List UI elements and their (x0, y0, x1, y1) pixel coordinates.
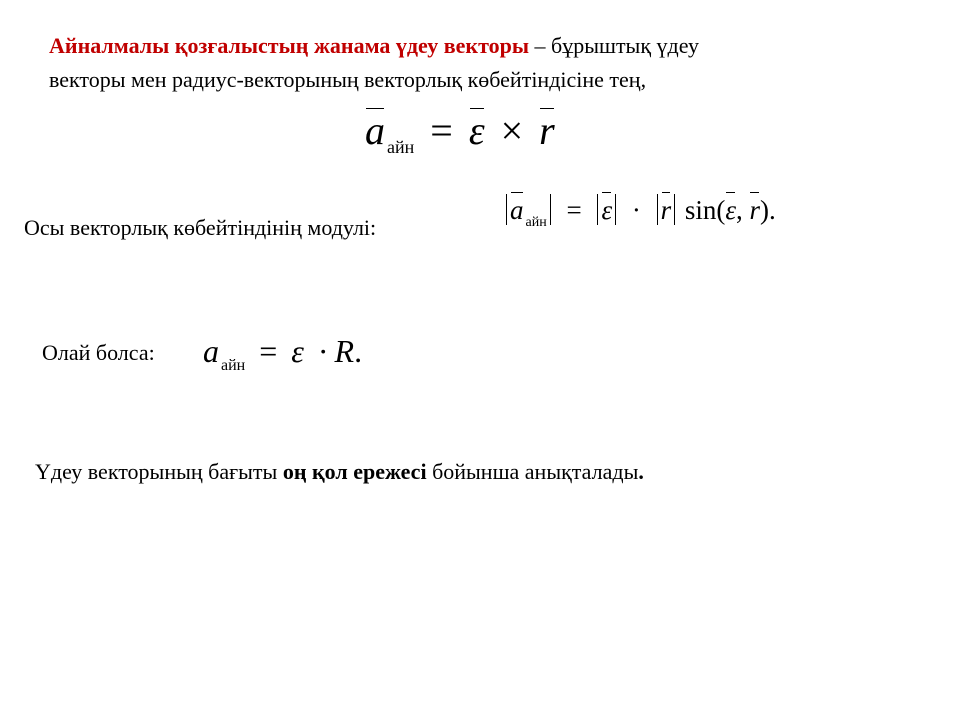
rule-end: . (638, 459, 644, 484)
rule-part2: бойынша анықталады (426, 459, 639, 484)
abs-bar (657, 194, 658, 225)
comma: , (735, 195, 743, 225)
cross-sign: × (500, 108, 524, 153)
rule-paragraph (35, 455, 644, 489)
rule-part1: Үдеу векторының бағыты (35, 459, 283, 484)
vector-r: r (661, 190, 672, 230)
scalar-R: R (334, 333, 355, 369)
vector-r: r (749, 190, 760, 230)
rule-bold: оң қол ережесі (282, 459, 427, 484)
vector-r: r (539, 106, 555, 156)
period: . (354, 333, 363, 369)
formula-tangential-acceleration (365, 106, 555, 172)
scalar-epsilon: ε (291, 333, 304, 369)
vector-epsilon: ε (725, 190, 736, 230)
modulus-label: Осы векторлық көбейтіндінің модулі: (24, 215, 377, 240)
vector-a: a (365, 106, 385, 156)
equals-sign: = (430, 108, 453, 153)
intro-rest: – бұрыштық үдеу (529, 33, 699, 58)
equals-sign: = (566, 195, 582, 225)
formula-modulus (503, 190, 776, 243)
sin-open: sin( (684, 195, 726, 225)
abs-bar (674, 194, 675, 225)
vector-epsilon: ε (601, 190, 612, 230)
intro-paragraph (49, 29, 699, 97)
subscript-ain: айн (525, 215, 547, 230)
formula-scalar (203, 329, 362, 388)
subscript-ain: айн (387, 137, 415, 157)
abs-bar (615, 194, 616, 225)
then-label: Олай болса: (42, 340, 155, 365)
dot-sign: · (317, 333, 329, 369)
subscript-ain: айн (221, 357, 246, 374)
abs-bar (550, 194, 551, 225)
intro-term: Айналмалы қозғалыстың жанама үдеу векторы (49, 33, 530, 58)
equals-sign: = (259, 333, 278, 369)
abs-bar (597, 194, 598, 225)
close-paren: ). (760, 195, 776, 225)
scalar-a: a (203, 333, 219, 369)
intro-line2: векторы мен радиус-векторының векторлық көбейтіндісіне тең, (49, 67, 647, 92)
vector-epsilon: ε (469, 106, 485, 156)
abs-bar (506, 194, 507, 225)
vector-a: a (510, 190, 524, 230)
dot-sign: · (631, 195, 641, 225)
